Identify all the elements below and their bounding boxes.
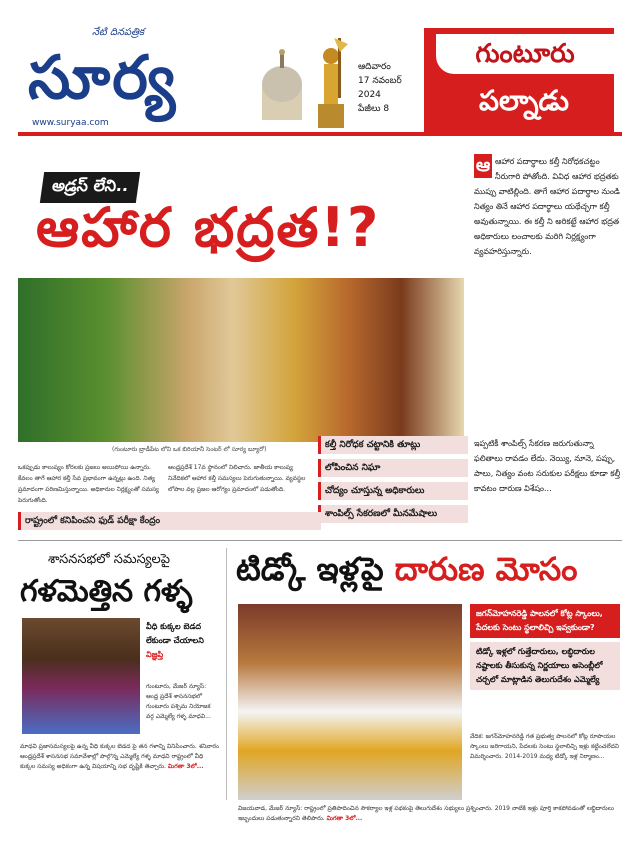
food-photo (18, 278, 464, 442)
column-divider (226, 548, 227, 800)
tidco-deck-item: జగన్‌మోహనరెడ్డి పాలనలో కోట్ల స్కాంలు, పేదలకు సెంటు స్థలాలిచ్చి ఇవ్వకుండా? (470, 604, 620, 638)
drop-cap: ఆ (475, 155, 491, 176)
tidco-headline-black: టిడ్కో ఇళ్లపై (236, 550, 384, 588)
mla-photo (22, 618, 140, 734)
lead-bullet: శాంపిల్స్ సేకరణలో మీనమేషాలు (318, 505, 468, 523)
assembly-headline: గళమెత్తిన గళ్ళ (20, 574, 193, 609)
assembly-body-text: మాధవి ప్రజాసమస్యలపై ఉన్న వీధి కుక్కల బెడద పై తన గళాన్ని వినిపించారు. శనివారం ఆంధ్రప్రదేశ్ శాసనసభ సమావేశాల్లో పాల్గొన్న ఎమ్మెల్యే గళ్ళ మాధవి రాష్ట్రంలో వీధి కుక్కల సమస్య అధికంగా ఉన్న విషయాన్ని సభ దృష్టికి తెచ్చారు. (20, 743, 220, 770)
assembly-highlight-line: వీధి కుక్కల బెడద లేకుండా చేయాలని (146, 622, 204, 645)
lead-bullet: కల్తీ నిరోధక చట్టానికి తూట్లు (318, 436, 468, 454)
edition-region-box (424, 28, 614, 132)
assembly-kicker: శాసనసభలో సమస్యలపై (48, 552, 170, 567)
masthead-divider (18, 132, 622, 136)
edition-region-palnadu: పల్నాడు (479, 84, 569, 117)
speaker-photo (238, 604, 462, 800)
lead-body-right-continued: ఇప్పటికీ శాంపిల్స్ సేకరణ జరుగుతున్నా ఫలితాలు రావడం లేదు. నెయ్యి, నూనె, పప్పు, పాలు, నిత్యం వంట సరుకుల పరీక్షలు కూడా కల్తీ కావటం దారుణ విశేషం... (474, 439, 621, 493)
website-url: www.suryaa.com (32, 118, 109, 128)
edition-region-guntur: గుంటూరు (436, 34, 614, 74)
section-divider (18, 540, 622, 541)
lead-body-left: ఒకప్పుడు కాలుష్యం కోరలకు ప్రజలు అయిపోయి ఉన్నారు. కేవలం తాగే ఆహార కల్తీ సేవ ప్రభావంగా ఉన్నట్లు ఉంది. నిత్య ప్రమాదంగా పరిణమిస్తున్నాయి. అధికారుల నిర్లక్ష్యంతో సమస్య పెరుగుతోంది. (18, 464, 159, 504)
tidco-caption (238, 804, 618, 834)
lead-body-mid: ఆంధ్రప్రదేశ్ 17వ స్థానంలో నిలిచారు. జాతీయ కాలుష్య నివేదికలో ఆహార కల్తీ సమస్యలు పెరుగుతున్నాయి. వ్యవస్థల లోపాల వల్ల ప్రజల ఆరోగ్యం ప్రమాదంలో పడుతోంది. (168, 464, 306, 493)
assembly-highlight-line: విజ్ఞప్తి (146, 650, 164, 659)
tidco-deck-item: టిడ్కో ఇళ్లలో గుత్తేదారులు, లబ్ధిదారుల నష్టాలకు తీసుకున్న నిర్ణయాలు అసెంబ్లీలో చర్చలో మాట్లాడిన తెలుగుదేశం ఎమ్మెల్యే (470, 642, 620, 690)
food-photo-caption: (గుంటూరు బ్రాడీపేట లోని ఒక బిరియానీ సెంటర్ లో సూర్య బ్యూరో) (112, 446, 267, 453)
issue-date-box (358, 60, 420, 116)
tidco-body: వేదిక: జగన్‌మోహనరెడ్డి గత ప్రభుత్వ పాలనలో కోట్ల రూపాయల స్కాంలు జరిగాయని, పేదలకు సెంటు స్థలాలిచ్చి ఇళ్లు కట్టించలేదని విమర్శించారు. 2014-2019 మధ్య టిడ్కో ఇళ్ల నిర్మాణం... (470, 733, 620, 760)
lead-story-column (474, 154, 622, 440)
continued-link[interactable]: మిగతా 3లో... (167, 763, 204, 770)
issue-day: ఆదివారం (358, 62, 391, 72)
statue-illustration (308, 34, 354, 128)
assembly-highlight (146, 620, 216, 662)
continued-link[interactable]: మిగతా 3లో... (326, 815, 363, 822)
assembly-body (20, 742, 220, 802)
lead-headline: ఆహార భద్రత!? (36, 196, 381, 259)
tidco-headline-red: దారుణ మోసం (394, 550, 578, 588)
assembly-side-text: గుంటూరు, మేజర్ న్యూస్: ఆంధ్ర ప్రదేశ్ శాసనసభలో గుంటూరు పశ్చిమ నియోజక వర్గ ఎమ్మెల్యే గళ్ళ మాధవి... (146, 683, 211, 720)
lead-kicker: అడ్రస్ లేని.. (40, 172, 141, 203)
tidco-deck (470, 604, 620, 694)
lead-bullet: రాష్ట్రంలో కనిపించని ఫుడ్ పరీక్షా కేంద్రం (18, 512, 321, 530)
lead-story-text: ఆహార పదార్థాలు కల్తీ నిరోధకచట్టం నీరుగారి పోతోంది. వివిధ ఆహార భద్రతకు ముప్పు వాటిల్లింది. తాగే ఆహార పదార్థాల నుండి నిత్యం తినే ఆహార పదార్థాలు యథేచ్ఛగా కల్తీ అవుతున్నాయి. ఈ కల్తీ ని అరికట్టే ఆహార భద్రత అధికారులు లంచాలకు మరిగి నిర్లక్ష్యంగా వ్యవహరిస్తున్నారు. (474, 157, 620, 256)
masthead-tagline: నేటి దినపత్రిక (92, 27, 145, 38)
assembly-dome-illustration (258, 40, 306, 120)
issue-year: 2024 (358, 90, 381, 100)
issue-date: 17 నవంబర్ (358, 76, 402, 86)
lead-bullet-list (318, 436, 468, 528)
lead-bullet: చోద్యం చూస్తున్న అధికారులు (318, 482, 468, 500)
lead-bullet: లోపించిన నిఘా (318, 459, 468, 477)
tidco-caption-text: విజయవాడ, మేజర్ న్యూస్: రాష్ట్రంలో ప్రతిపాదించిన సౌకర్యాల ఇళ్ల పథకంపై తెలుగుదేశం సభ్యులు ప్రశ్నించారు. 2019 నాటికి ఇళ్లు పూర్తి కాకపోవడంతో లబ్ధిదారులు ఇబ్బందులు పడుతున్నారని తెలిపారు. (238, 805, 614, 822)
newspaper-logo: సూర్య (28, 43, 178, 113)
tidco-headline (236, 550, 578, 596)
issue-pages: పేజీలు 8 (358, 104, 390, 114)
